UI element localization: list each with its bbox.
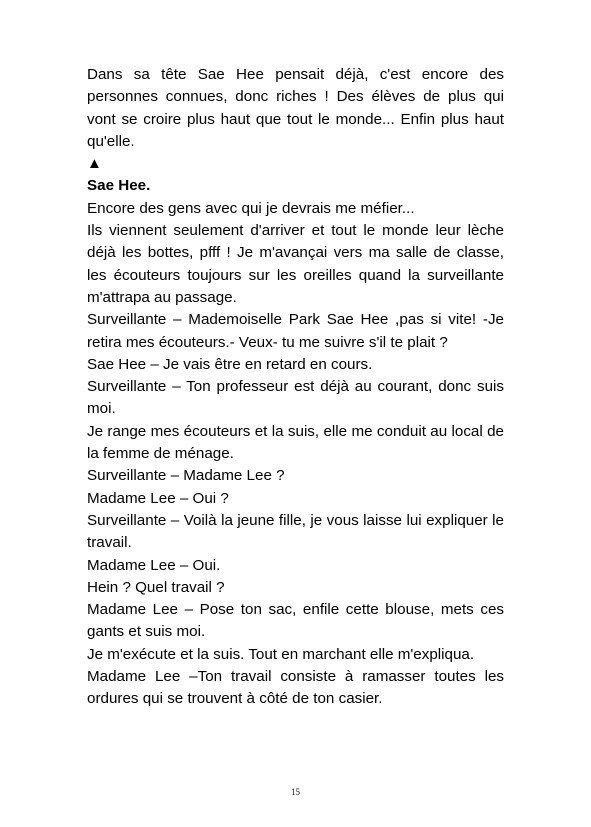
dialogue-line: Madame Lee – Oui ? — [87, 489, 229, 507]
section-separator-icon: ▲ — [87, 155, 102, 173]
page-number: 15 — [291, 787, 300, 797]
paragraph: Hein ? Quel travail ? — [87, 578, 225, 596]
paragraph: Ils viennent seulement d'arriver et tout le monde leur lèche déjà les bottes, pfff ! Je m'avançai vers ma salle de classe, les écouteurs toujours sur les oreilles quand la surveillante m'attrapa au passage. — [87, 222, 504, 306]
paragraph: Encore des gens avec qui je devrais me méfier... — [87, 199, 415, 217]
dialogue-line: Madame Lee –Ton travail consiste à ramasser toutes les ordures qui se trouvent à côté de ton casier. — [87, 668, 504, 708]
dialogue-line: Surveillante – Voilà la jeune fille, je vous laisse lui expliquer le travail. — [87, 511, 504, 552]
dialogue-line: Madame Lee – Pose ton sac, enfile cette blouse, mets ces gants et suis moi. — [87, 601, 504, 641]
body-text — [87, 64, 504, 711]
dialogue-line: Madame Lee – Oui. — [87, 556, 221, 574]
paragraph: Dans sa tête Sae Hee pensait déjà, c'est encore des personnes connues, donc riches ! Des élèves de plus qui vont se croire plus haut que tout le monde... Enfin plus haut qu'elle. — [87, 66, 504, 150]
dialogue-line: Surveillante – Madame Lee ? — [87, 467, 285, 485]
paragraph: Je range mes écouteurs et la suis, elle me conduit au local de la femme de ménage. — [87, 422, 504, 463]
dialogue-line: Sae Hee – Je vais être en retard en cours. — [87, 355, 373, 373]
paragraph: Je m'exécute et la suis. Tout en marchant elle m'expliqua. — [87, 645, 475, 663]
dialogue-line: Surveillante – Mademoiselle Park Sae Hee ,pas si vite! -Je retira mes écouteurs.- Veux- tu me suivre s'il te plait ? — [87, 311, 504, 351]
dialogue-line: Surveillante – Ton professeur est déjà au courant, donc suis moi. — [87, 378, 504, 418]
section-heading: Sae Hee. — [87, 177, 151, 195]
